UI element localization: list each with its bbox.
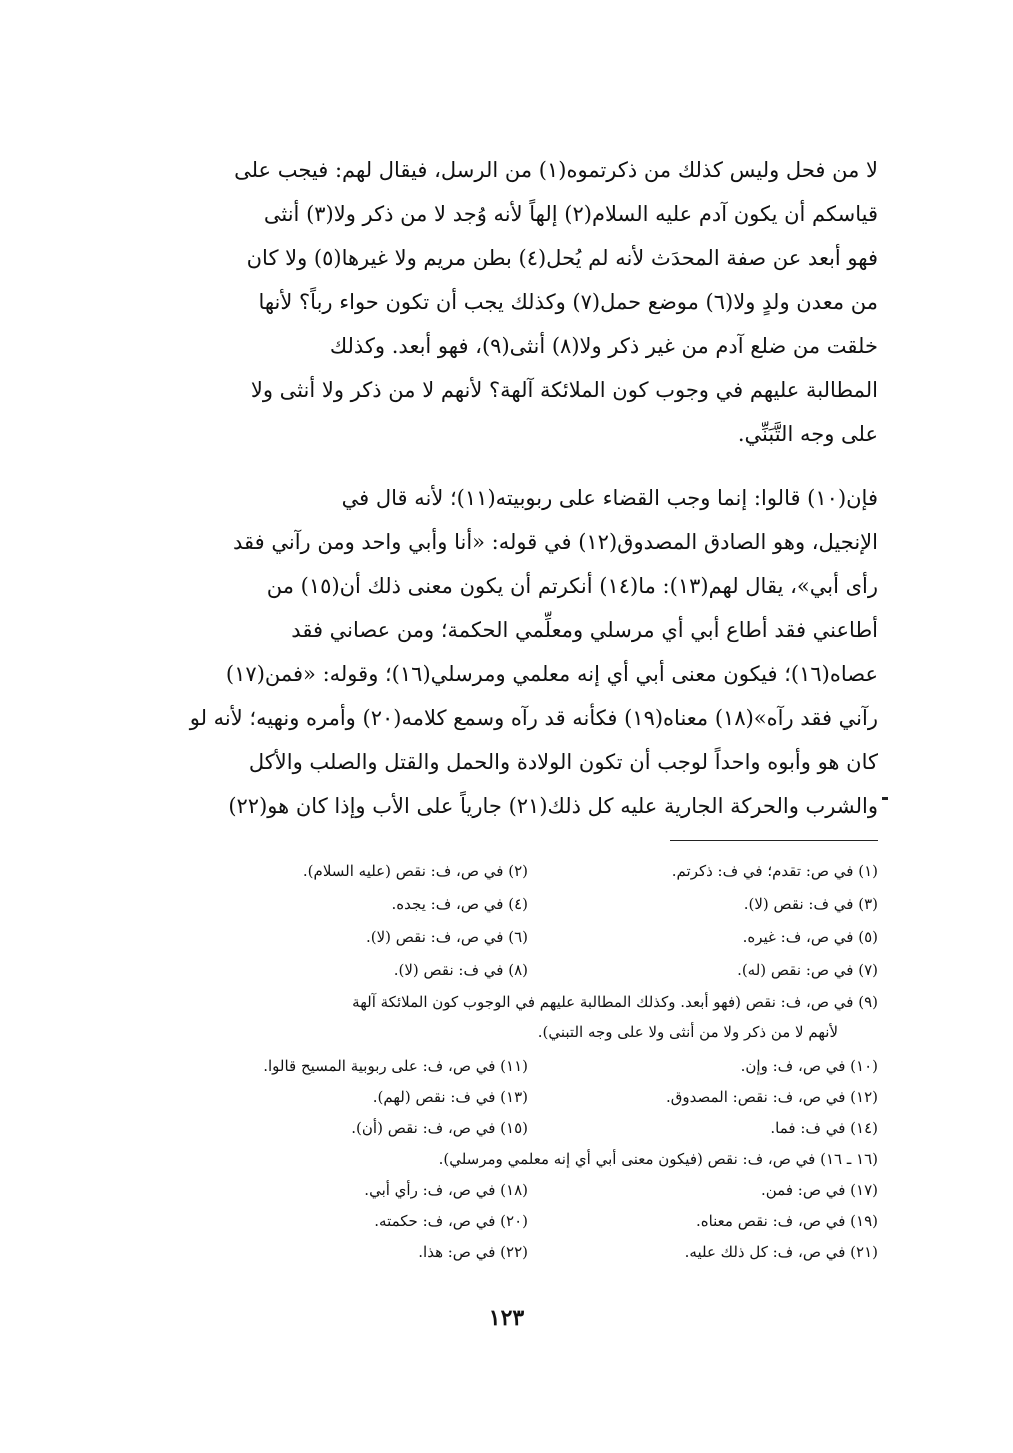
footnote: (١١) في ص، ف: على ربوبية المسيح قالوا.	[263, 1057, 528, 1075]
text-line: قياسكم أن يكون آدم عليه السلام(٢) إلهاً لأنه وُجد لا من ذكر ولا(٣) أنثى	[263, 202, 878, 226]
footnote: (١٦ ـ ١٦) في ص، ف: نقص (فيكون معنى أبي أي إنه معلمي ومرسلي).	[438, 1150, 878, 1168]
footnote-continuation: لأنهم لا من ذكر ولا من أنثى ولا على وجه التبني).	[537, 1023, 838, 1041]
footnote-row	[160, 921, 878, 954]
footnotes	[160, 855, 878, 1268]
text-line: الإنجيل، وهو الصادق المصدوق(١٢) في قوله: «أنا وأبي واحد ومن رآني فقد	[233, 530, 878, 554]
main-text	[160, 148, 878, 828]
footnote: (١٧) في ص: فمن.	[760, 1181, 878, 1199]
text-line: عصاه(١٦)؛ فيكون معنى أبي أي إنه معلمي ومرسلي(١٦)؛ وقوله: «فمن(١٧)	[225, 662, 878, 686]
footnote: (٢) في ص، ف: نقص (عليه السلام).	[302, 862, 528, 880]
text-line: خلقت من ضلع آدم من غير ذكر ولا(٨) أنثى(٩)، فهو أبعد. وكذلك	[329, 334, 878, 358]
footnote: (١) في ص: تقدم؛ في ف: ذكرتم.	[671, 862, 878, 880]
text-line: رآني فقد رآه»(١٨) معناه(١٩) فكأنه قد رآه وسمع كلامه(٢٠) وأمره ونهيه؛ لأنه لو	[189, 706, 878, 730]
footnote: (١٥) في ص، ف: نقص (أن).	[351, 1119, 528, 1137]
footnote: (٤) في ص، ف: يجده.	[391, 895, 528, 913]
footnote: (٩) في ص، ف: نقص (فهو أبعد. وكذلك المطالبة عليهم في الوجوب كون الملائكة آلهة	[352, 993, 878, 1011]
text-line: رأى أبي»، يقال لهم(١٣): ما(١٤) أنكرتم أن يكون معنى ذلك أن(١٥) من	[266, 574, 878, 598]
footnote-row	[160, 954, 878, 987]
footnote-row	[160, 1051, 878, 1082]
footnote: (٢٠) في ص، ف: حكمته.	[374, 1212, 528, 1230]
footnote: (١٢) في ص، ف: نقص: المصدوق.	[665, 1088, 878, 1106]
text-line: أطاعني فقد أطاع أبي أي مرسلي ومعلِّمي الحكمة؛ ومن عصاني فقد	[291, 618, 878, 642]
text-line: فهو أبعد عن صفة المحدَث لأنه لم يُحل(٤) بطن مريم ولا غيرها(٥) ولا كان	[246, 246, 878, 270]
footnote: (١٠) في ص، ف: وإن.	[740, 1057, 878, 1075]
footnote: (٣) في ف: نقص (لا).	[743, 895, 878, 913]
footnote-row	[160, 1175, 878, 1206]
paragraph-gap	[160, 456, 878, 476]
footnote-block	[160, 987, 878, 1051]
footnote: (١٨) في ص، ف: رأي أبي.	[364, 1181, 528, 1199]
text-line: والشرب والحركة الجارية عليه كل ذلك(٢١) جارياً على الأب وإذا كان هو(٢٢)	[228, 794, 878, 818]
footnote: (٧) في ص: نقص (له).	[737, 961, 878, 979]
text-line: المطالبة عليهم في وجوب كون الملائكة آلهة؟ لأنهم لا من ذكر ولا أنثى ولا	[250, 378, 878, 402]
text-line: من معدن ولدٍ ولا(٦) موضع حمل(٧) وكذلك يجب أن تكون حواء رباً؟ لأنها	[258, 290, 878, 314]
page-number: ١٢٣	[488, 1305, 525, 1331]
footnote: (١٣) في ف: نقص (لهم).	[372, 1088, 528, 1106]
footnote: (٢١) في ص، ف: كل ذلك عليه.	[684, 1243, 878, 1261]
footnote: (٢٢) في ص: هذا.	[418, 1243, 528, 1261]
footnote-row	[160, 1113, 878, 1144]
footnote-row	[160, 1237, 878, 1268]
text-line: فإن(١٠) قالوا: إنما وجب القضاء على ربوبيته(١١)؛ لأنه قال في	[341, 486, 878, 510]
footnote-row	[160, 855, 878, 888]
footnote-row	[160, 888, 878, 921]
margin-mark	[882, 797, 888, 800]
footnote: (٦) في ص، ف: نقص (لا).	[365, 928, 528, 946]
footnote-divider	[670, 840, 878, 841]
footnote: (٨) في ف: نقص (لا).	[393, 961, 528, 979]
footnote-row	[160, 1144, 878, 1175]
footnote: (١٩) في ص، ف: نقص معناه.	[695, 1212, 878, 1230]
footnote: (١٤) في ف: فما.	[770, 1119, 878, 1137]
footnote-row	[160, 1206, 878, 1237]
text-line: على وجه التَّبَنِّي.	[737, 422, 878, 446]
footnote: (٥) في ص، ف: غيره.	[742, 928, 878, 946]
footnote-row	[160, 1082, 878, 1113]
text-line: لا من فحل وليس كذلك من ذكرتموه(١) من الرسل، فيقال لهم: فيجب على	[234, 158, 878, 182]
text-line: كان هو وأبوه واحداً لوجب أن تكون الولادة والحمل والقتل والصلب والأكل	[248, 750, 878, 774]
